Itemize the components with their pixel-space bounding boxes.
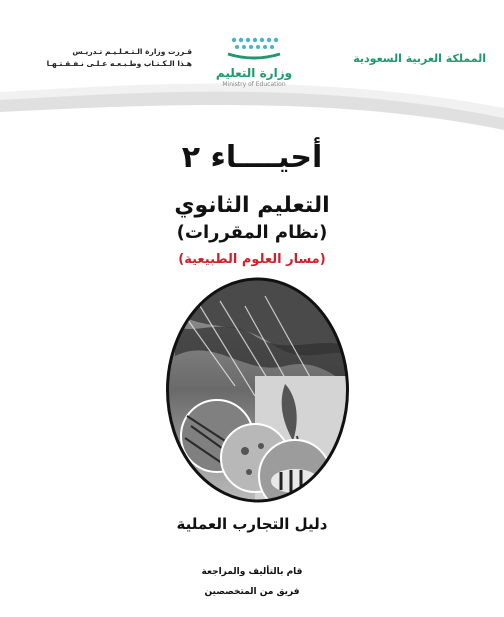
ministry-name-english: Ministry of Education	[222, 81, 286, 88]
authors-team: فريق من المتخصصين	[204, 587, 300, 597]
cover-photo-collage	[165, 276, 350, 504]
decree-line: قـررت وزارة الـتـعـلـيـم تـدريـس	[72, 47, 192, 56]
ministry-name-arabic: وزارة التعليم	[215, 66, 293, 80]
authorship-label: قام بالتأليف والمراجعة	[201, 567, 303, 577]
book-title: أحيــــاء ٢	[181, 140, 323, 175]
education-stage: التعليم الثانوي	[174, 193, 330, 218]
decree-line: هـذا الـكـتـاب وطـبـعـه عـلـى نـفـقـتـهـا	[46, 59, 192, 68]
track-name: (مسار العلوم الطبيعية)	[178, 252, 326, 267]
ministry-decree	[42, 46, 192, 70]
course-system: (نظام المقررات)	[176, 222, 328, 243]
kingdom-label: المملكة العربية السعودية	[353, 52, 486, 65]
guide-title: دليل التجارب العملية	[176, 515, 328, 533]
